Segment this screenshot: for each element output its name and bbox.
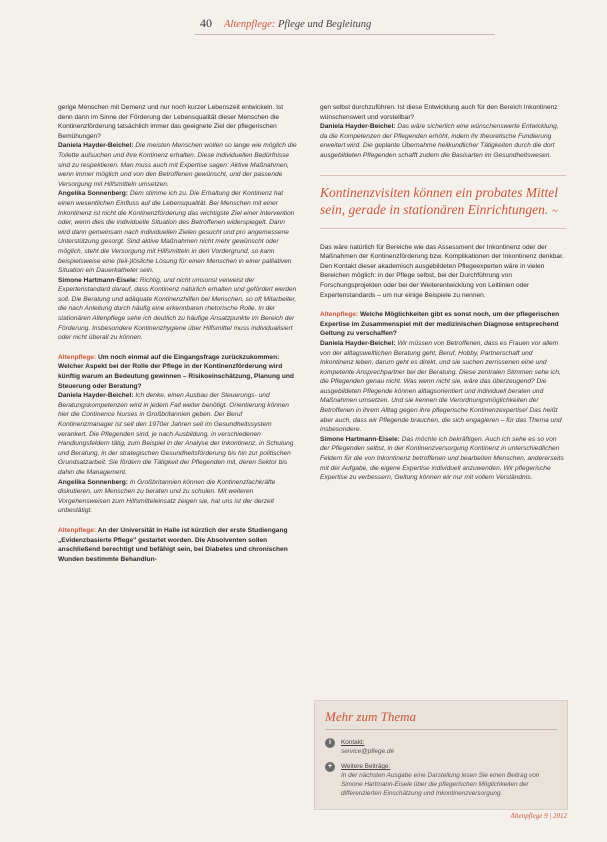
question-text: An der Universität in Halle ist kürzlich der erste Studiengang „Evidenzbasierte Pflege" gestartet worden. Die Absolventen sollen anschließend berechtigt und befähigt sein, bei Diabetes und chronischen Wunden bestimmte Behandlun- [58, 526, 288, 563]
more-on-topic-link[interactable]: Weitere Beiträge: [341, 763, 391, 770]
right-column-top [320, 103, 566, 161]
answer-text: Ich denke, einen Ausbau der Steuerungs- und Beratungskompetenzen wird in jedem Fall weiter benötigt. Orientierung können hier die Continence Nurses in Großbritannien geben. Der Beruf Kontinenzmanager ist seit den 1970er Jahren seit im Gesundheitssystem verankert. Die Pflegenden sind, je nach Ausbildung, in verschiedenen Handlungsfeldern tätig, zum Beispiel in der Analyse der Inkontinenz, in Schulung und Beratung, in der strategischen Gesundheitsförderung bis hin zur politischen Grundsatzarbeit. Sie fördern die Tätigkeit der Pflegenden mit, deren Sektor bis dahin die Management. [58, 392, 294, 476]
more-on-topic-title: Mehr zum Thema [325, 709, 557, 730]
speaker-name: Daniela Hayder-Beichel: [58, 392, 134, 400]
footer-issue: Altenpflege 9 | 2012 [510, 812, 567, 820]
paragraph: Das wäre natürlich für Bereiche wie das Assessment der Inkontinenz oder der Maßnahmen der Kontinenzförderung bzw. Komplikationen der Inkontinenz denkbar. Den Kontakt dieser akademisch ausgebildeten Pflegeexperten wäre in vielen Bereichen möglich: in der Pflege selbst, bei der Durchführung von Forschungsprojekten oder bei der Weiterentwicklung von Leitlinien oder Expertenstandards – um nur einige Beispiele zu nennen. [320, 243, 564, 299]
speaker-name: Simone Hartmann-Eisele: [58, 276, 138, 284]
more-on-topic-item [325, 738, 557, 756]
paragraph: gerige Menschen mit Demenz und nur noch kurzer Lebenszeit entwickeln. Ist denn dann im Sinne der Förderung der Lebensqualität dieser Menschen die Kontinenzförderung tatsächlich immer das geeignete Ziel der pflegerischen Bemühungen? [58, 104, 284, 140]
more-on-topic-description: In der nächsten Ausgabe eine Darstellung lesen Sie einen Beitrag von Simone Hartmann-Eisele über die pflegerischen Möglichkeiten der differenzierten Einschätzung und Inkontinenzversorgung. [341, 772, 540, 797]
answer-text: Das möchte ich bekräftigen. Auch ich sehe es so von der Pflegenden selbst, in der Kontinenzversorgung Kontinenz in unterschiedlichen Feldern für die von Inkontinenz betroffenen und bearbeiten Menschen, andererseits mit der Aufgabe, die eigene Expertise individuell anzuwenden. Wir pflegerische Expertise zu verbessern, Geltung können wir nur mit vollem Verständnis. [320, 435, 564, 482]
answer-text: Dem stimme ich zu. Die Erhaltung der Kontinenz hat einen wesentlichen Einfluss auf die Lebensqualität. Bei Menschen mit einer Inkontinenz ist nicht die Kontinenzförderung das wichtigste Ziel einer Intervention oder, wenn dies die individuelle Situation des Betroffenen widerspiegelt. Dann wird dann gemeinsam nach individuellen Zielen gesucht und pro angemessene Unterstützung gesorgt. Sind aktive Maßnahmen nicht mehr gewünscht oder möglich, steht die Versorgung mit Hilfsmitteln in den Vordergrund, so kann beispielsweise eine (teil-)lösliche Lösung für einen Menschen in einer palliativen Situation ein Dauerkatheter sein. [58, 190, 295, 275]
speaker-answer [58, 141, 298, 189]
speaker-name: Daniela Hayder-Beichel: [58, 142, 134, 150]
left-column [58, 103, 298, 564]
more-on-topic-list [325, 738, 557, 798]
speaker-answer [320, 435, 566, 483]
question-lead: Altenpflege: [320, 311, 359, 319]
speaker-answer [320, 339, 566, 435]
pull-quote-text: Kontinenzvisiten können ein probates Mittel sein, gerade in stationären Einrichtungen. [320, 184, 558, 217]
speaker-name: Simone Hartmann-Eisele: [320, 435, 400, 443]
more-on-topic-description: service@pflege.de [341, 748, 395, 755]
more-on-topic-box [314, 700, 568, 810]
page-header [200, 16, 371, 31]
running-title [224, 19, 371, 30]
speaker-answer [58, 478, 298, 516]
question-text: Um noch einmal auf die Eingangsfrage zurückzukommen: Welcher Aspekt bei der Rolle der Pflege in der Kontinenzförderung wird künftig warum an Bedeutung gewinnen – Risikoeinschätzung, Planung und Steuerung oder Beratung? [58, 353, 294, 390]
pull-quote [320, 175, 566, 229]
speaker-name: Daniela Hayder-Beichel: [320, 123, 396, 131]
answer-text: Die meisten Menschen wollen so lange wie möglich die Toilette aufsuchen und ihre Kontinenz erhalten. Diese individuellen Bedürfnisse sind zu respektieren. Man muss auch mit Expertise sagen: Aktive Maßnahmen, wenn immer möglich und von den Betroffenen gewünscht, und der passende Versorgung mit Hilfsmitteln umsetzen. [58, 142, 297, 188]
interview-question [58, 353, 298, 391]
answer-text: Das wäre sicherlich eine wünschenswerte Entwicklung, da die Kompetenzen der Pflegenden erhöht, indem ihr theoretische Fundierung erweitert wird. Die geplante Übernahme heilkundlicher Tätigkeiten durch die dort ausgebildeten Pflegenden schafft zudem die Basisarten im Gesundheitswesen. [320, 123, 559, 159]
speaker-name: Angelika Sonnenberg: [58, 478, 128, 486]
info-icon: i [325, 738, 335, 748]
more-on-topic-item [325, 762, 557, 798]
header-rule [195, 34, 495, 35]
more-on-topic-body [341, 762, 557, 798]
page-number: 40 [200, 16, 212, 30]
paragraph: gen selbst durchzuführen. Ist diese Entwicklung auch für den Bereich Inkontinenz wünschenswert und vorstellbar? [320, 104, 558, 121]
running-title-section: Altenpflege: [224, 19, 276, 30]
interview-question [58, 526, 298, 564]
answer-text: In Großbritannien können die Kontinenzfachkräfte diskutieren, um Menschen zu beraten und zu schulen. Mit weiteren Vorgehensweisen zum Hilfsmitteleinsatz zeigen sie, hat uns ist der derzeit unbestätigt. [58, 478, 276, 515]
right-column [320, 103, 566, 483]
speaker-answer [58, 189, 298, 275]
answer-text: Wir müssen von Betroffenen, dass es Frauen vor allem von der alltagsweltlichen Beratung geht, Beruf, Hobby, Partnerschaft und Inkontinenz leben, darum geht es direkt, und sie suchen zerrissenen eine und kompetente Ansprechpartner bei der Beratung. Diese zentralen Stimmen sehe ich, die Pflegenden genau nicht. Was wenn nicht sie, wäre das überzeugend? Die ausgebildeten Pflegende können alltagsorientiert und individuell beraten und Maßnahmen umsetzen. Und sie kennen die Verordnungsmöglichkeiten der Betroffenen in ihrem Alltag gegen ihre pflegerische Kontinenzexpertise! Das heißt aber auch, dass wir Pflegende brauchen, die sich engagieren – für das Thema und insbesondere. [320, 339, 562, 434]
speaker-answer [58, 391, 298, 477]
speaker-answer [320, 122, 566, 160]
more-on-topic-body [341, 738, 394, 756]
interview-question [320, 310, 566, 339]
right-column-bottom [320, 243, 566, 483]
speaker-name: Angelika Sonnenberg: [58, 190, 128, 198]
question-text: Welche Möglichkeiten gibt es sonst noch, um der pflegerischen Expertise im Zusammenspiel mit der medizinischen Diagnose entsprechend Geltung zu verschaffen? [320, 311, 560, 338]
book-icon: + [325, 762, 335, 772]
speaker-answer [58, 276, 298, 343]
running-title-subtitle: Pflege und Begleitung [277, 19, 372, 30]
signature-swash-icon: ~ [552, 205, 558, 217]
more-on-topic-link[interactable]: Kontakt: [341, 739, 365, 746]
question-lead: Altenpflege: [58, 353, 97, 361]
question-lead: Altenpflege: [58, 526, 97, 534]
answer-text: Richtig, und nicht umsonst verweist der Expertenstandard darauf, dass Kontinenz natürlich erhalten und gefördert werden soll. Die Beratung und adäquate Kontinenzhilfen bei Menschen, so oft Mitarbeiter, die nach Anleitung durch häufig eine erkennbaren rhetorische Rolle. In der stationären Altenpflege sehe ich deutlich zu häufige Ansatzpunkte im Bereich der Förderung. Insbesondere Kontinenzhygiene über Hilfsmittel muss individualisiert oder nicht überall zu können. [58, 276, 297, 342]
speaker-name: Daniela Hayder-Beichel: [320, 339, 396, 347]
